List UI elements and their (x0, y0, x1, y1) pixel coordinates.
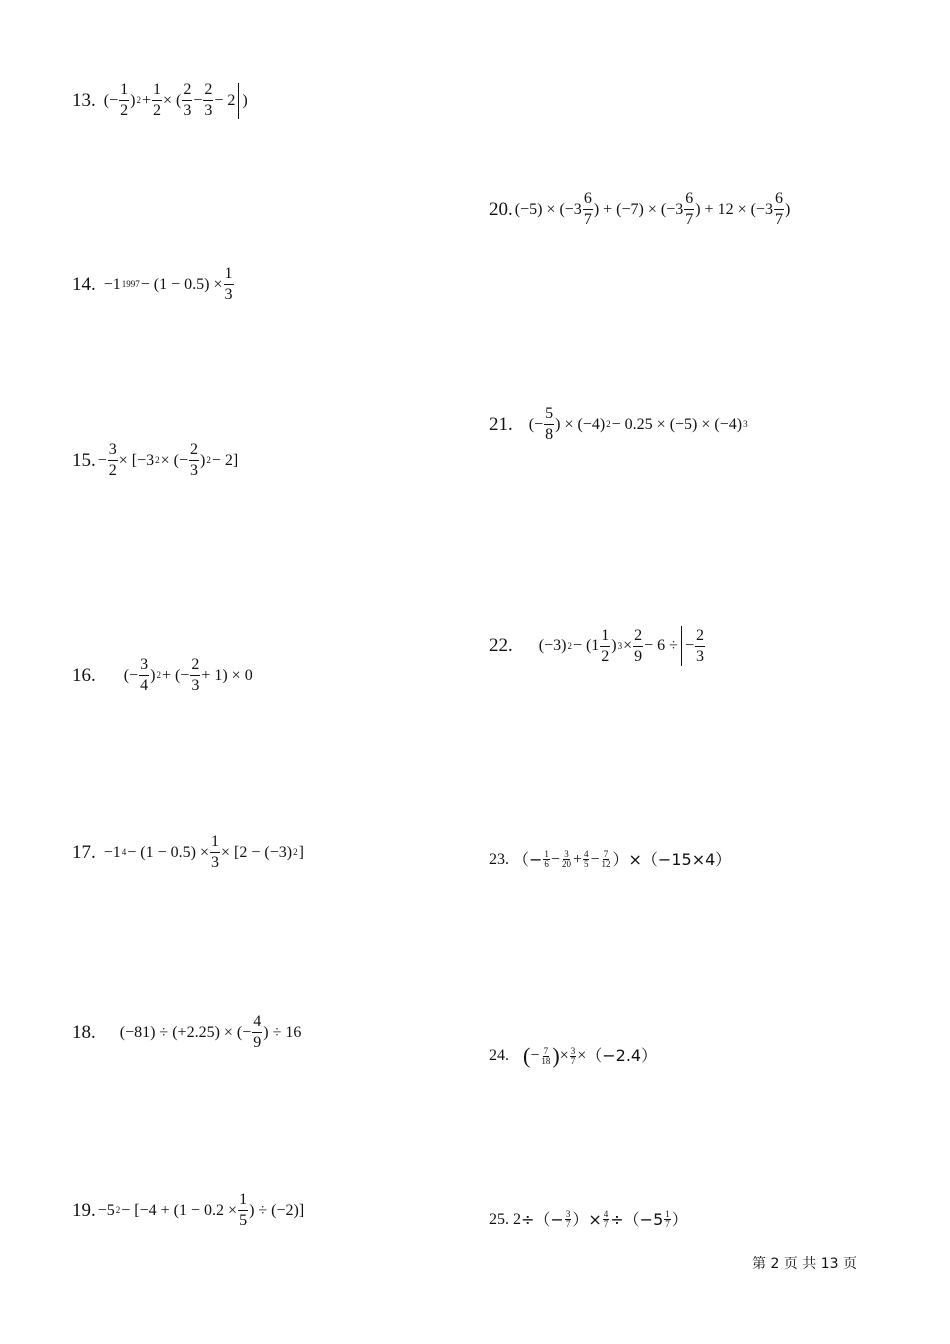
problem-number: 20. (489, 198, 513, 220)
problem-expression: (−5) × (−3 $\frac{6}{7}$ ) + (−7) × (−3 $\frac{6}{7}$ ) + 12 × (−3 $\frac{6}{7}$ ) (514, 190, 791, 228)
problem-22 (489, 626, 706, 666)
problem-expression: (−3) 2 − (1 $\frac{1}{2}$ ) 3 × $\frac{2}{9}$ − 6 ÷ − $\frac{2}{3}$ (538, 626, 704, 665)
problem-15 (72, 442, 238, 479)
problem-number: 19. (72, 1199, 96, 1221)
problem-16 (72, 657, 253, 694)
problem-20 (489, 191, 790, 228)
problem-number: 13. (72, 89, 96, 111)
problem-24 (489, 1045, 657, 1067)
page-footer: 第 2 页 共 13 页 (752, 1256, 857, 1272)
problem-number: 24. (489, 1047, 509, 1064)
problem-expression: (− $\frac{5}{8}$ ) × (−4) 2 − 0.25 × (−5) × (−4) 3 (528, 405, 748, 443)
problem-expression: ( − $\frac{7}{18}$ ) × $\frac{3}{7}$ × （−2.4） (523, 1043, 658, 1068)
problem-number: 15. (72, 449, 96, 471)
problem-number: 22. (489, 635, 513, 656)
problem-23 (489, 850, 731, 869)
problem-17 (72, 834, 304, 871)
problem-expression: −1 1997 − (1 − 0.5) × $\frac{1}{3}$ (103, 265, 233, 303)
problem-expression: (− $\frac{3}{4}$ ) 2 + (− $\frac{2}{3}$ + 1) × 0 (123, 656, 253, 694)
problem-14 (72, 266, 235, 303)
problem-number: 16. (72, 664, 96, 686)
problem-expression: (− $\frac{1}{2}$ ) 2 + $\frac{1}{2}$ × ( $\frac{2}{3}$ − $\frac{2}{3}$ − 2 ) (103, 81, 248, 119)
problem-expression: (−81) ÷ (+2.25) × (− $\frac{4}{9}$ ) ÷ 16 (119, 1013, 302, 1051)
problem-number: 23. (489, 850, 509, 868)
problem-expression: （− $\frac{1}{6}$ − $\frac{3}{20}$ + $\frac{4}{5}$ − $\frac{7}{12}$ ）×（−15×4） (513, 849, 732, 869)
problem-expression: −5 2 − [−4 + (1 − 0.2 × $\frac{1}{5}$ ) ÷ (−2)] (97, 1191, 305, 1229)
problem-number: 25. (489, 1210, 509, 1228)
problem-number: 14. (72, 273, 96, 295)
problem-21 (489, 406, 749, 443)
problem-expression: − $\frac{3}{2}$ × [−3 2 × (− $\frac{2}{3}$ ) 2 − 2] (97, 441, 239, 479)
problem-25 (489, 1210, 688, 1229)
problem-number: 21. (489, 413, 513, 435)
problem-number: 18. (72, 1021, 96, 1043)
problem-19 (72, 1192, 304, 1229)
problem-expression: −1 4 − (1 − 0.5) × $\frac{1}{3}$ × [2 − (−3) 2 ] (103, 833, 304, 871)
problem-expression: 2 ÷（− $\frac{3}{7}$ ）× $\frac{4}{7}$ ÷（−5 $\frac{1}{7}$ ） (513, 1209, 688, 1229)
problem-18 (72, 1014, 301, 1051)
problem-number: 17. (72, 841, 96, 863)
problem-13 (72, 82, 248, 119)
